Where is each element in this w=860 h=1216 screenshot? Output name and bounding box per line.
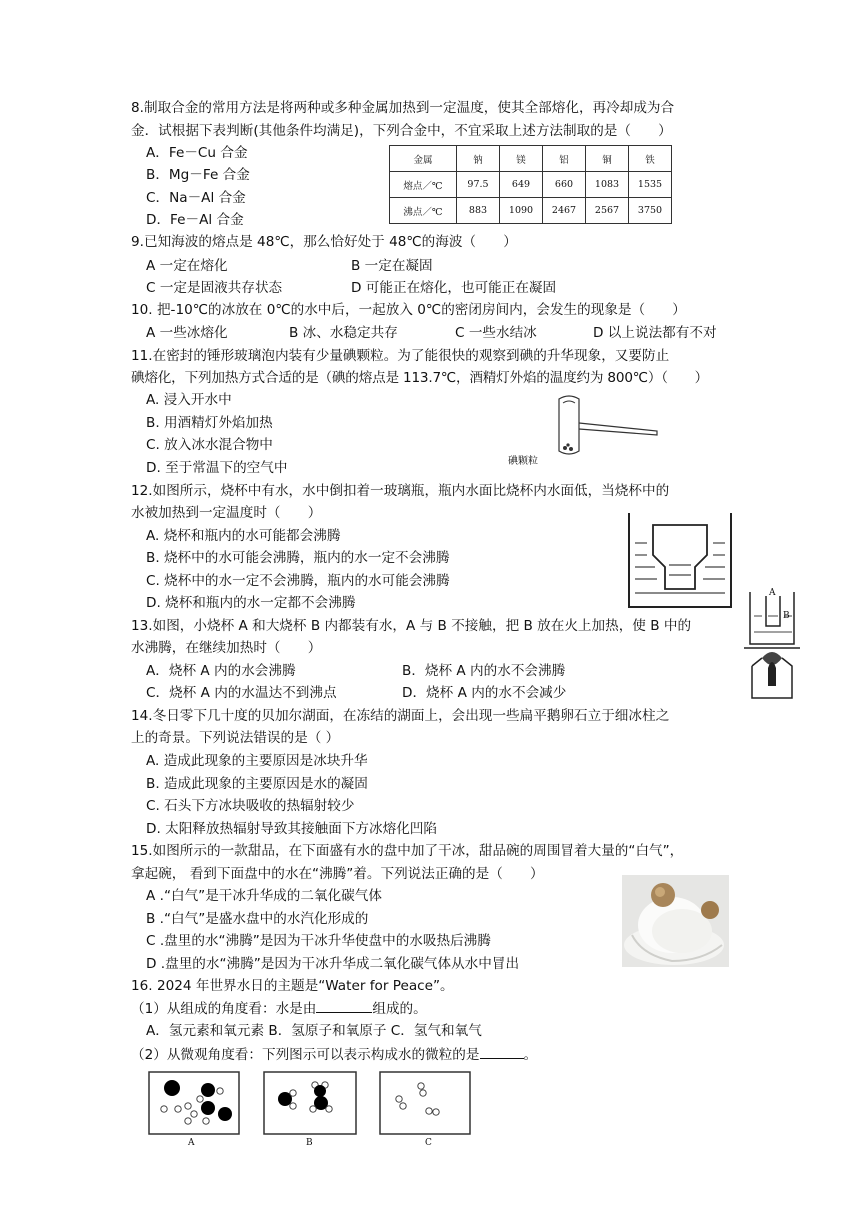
q16-sub1-options: A．氢元素和氧元素 B．氢原子和氧原子 C．氢气和氧气 [146, 1023, 482, 1039]
q9-option-d: D 可能正在熔化，也可能正在凝固 [351, 280, 557, 296]
q15-line-1: 15.如图所示的一款甜品，在下面盛有水的盘中加了干冰，甜品碗的周围冒着大量的“白气”， [131, 843, 684, 859]
q12-option-d: D. 烧杯和瓶内的水一定都不会沸腾 [146, 595, 356, 611]
table-header-cell: 铁 [629, 146, 672, 172]
q14-option-c: C. 石头下方冰块吸收的热辐射较少 [146, 798, 355, 814]
table-cell: 660 [543, 172, 586, 198]
table-cell: 883 [457, 198, 500, 224]
q8-line-1: 8.制取合金的常用方法是将两种或多种金属加热到一定温度，使其全部熔化，再冷却成为合 [131, 100, 675, 116]
table-cell: 649 [500, 172, 543, 198]
answer-blank-2[interactable] [480, 1044, 524, 1059]
table-cell: 沸点／℃ [390, 198, 457, 224]
beaker-b-label: B [783, 611, 790, 621]
q13-option-c: C．烧杯 A 内的水温达不到沸点 [146, 685, 337, 701]
q15-option-a: A .“白气”是干冰升华成的二氧化碳气体 [146, 888, 382, 904]
q11-line-1: 11.在密封的锤形玻璃泡内装有少量碘颗粒。为了能很快的观察到碘的升华现象，又要防止 [131, 348, 670, 364]
table-cell: 1090 [500, 198, 543, 224]
table-header-cell: 钠 [457, 146, 500, 172]
table-cell: 3750 [629, 198, 672, 224]
hammer-bulb-figure [545, 393, 665, 468]
table-cell: 2467 [543, 198, 586, 224]
q16-sub2 [131, 1044, 537, 1065]
q11-option-d: D. 至于常温下的空气中 [146, 460, 288, 476]
q16-sub1-suffix: 组成的。 [372, 1001, 427, 1017]
table-row [390, 198, 672, 224]
q9-option-b: B 一定在凝固 [351, 258, 433, 274]
q11-option-c: C. 放入冰水混合物中 [146, 437, 273, 453]
q13-line-2: 水沸腾，在继续加热时（ ） [131, 640, 322, 656]
q15-option-b: B .“白气”是盛水盘中的水汽化形成的 [146, 911, 369, 927]
q10-line-1: 10. 把-10℃的冰放在 0℃的水中后，一起放入 0℃的密闭房间内，会发生的现象是（ ） [131, 302, 686, 318]
q16-sub2-prefix: （2）从微观角度看：下列图示可以表示构成水的微粒的是 [131, 1047, 480, 1063]
q15-option-c: C .盘里的水“沸腾”是因为干冰升华使盘中的水吸热后沸腾 [146, 933, 491, 949]
nested-beakers-figure [742, 586, 802, 704]
melting-boiling-table [389, 145, 672, 224]
iodine-label: 碘颗粒 [508, 456, 538, 467]
q14-line-1: 14.冬日零下几十度的贝加尔湖面，在冻结的湖面上，会出现一些扁平鹅卵石立于细冰柱之 [131, 708, 670, 724]
table-header-row [390, 146, 672, 172]
q11-option-a: A. 浸入开水中 [146, 392, 232, 408]
q10-option-d: D 以上说法都有不对 [593, 325, 717, 341]
molecule-figure-b [263, 1071, 357, 1135]
q14-option-b: B. 造成此现象的主要原因是水的凝固 [146, 776, 368, 792]
table-cell: 熔点／℃ [390, 172, 457, 198]
q15-line-2: 拿起碗， 看到下面盘中的水在“沸腾”着。下列说法正确的是（ ） [131, 866, 544, 882]
q14-option-d: D. 太阳释放热辐射导致其接触面下方冰熔化凹陷 [146, 821, 437, 837]
q8-option-a: A．Fe－Cu 合金 [146, 145, 248, 161]
table-header-cell: 铜 [586, 146, 629, 172]
beaker-bottle-figure [625, 511, 735, 611]
q16-sub1 [131, 998, 427, 1019]
q13-option-d: D．烧杯 A 内的水不会减少 [402, 685, 567, 701]
q14-option-a: A. 造成此现象的主要原因是冰块升华 [146, 753, 368, 769]
q10-option-c: C 一些水结冰 [455, 325, 537, 341]
q10-option-b: B 冰、水稳定共存 [289, 325, 398, 341]
q13-option-a: A．烧杯 A 内的水会沸腾 [146, 663, 296, 679]
q9-option-a: A 一定在熔化 [146, 258, 228, 274]
molecule-figure-c [379, 1071, 471, 1135]
q13-line-1: 13.如图，小烧杯 A 和大烧杯 B 内都装有水，A 与 B 不接触，把 B 放在火上加热，使 B 中的 [131, 618, 692, 634]
table-header-cell: 铝 [543, 146, 586, 172]
q9-option-c: C 一定是固液共存状态 [146, 280, 283, 296]
molecule-label-a: A [188, 1138, 195, 1148]
q13-option-b: B．烧杯 A 内的水不会沸腾 [402, 663, 566, 679]
q11-line-2: 碘熔化，下列加热方式合适的是（碘的熔点是 113.7℃，酒精灯外焰的温度约为 800℃）（ ） [131, 370, 709, 386]
q12-option-c: C. 烧杯中的水一定不会沸腾，瓶内的水可能会沸腾 [146, 573, 450, 589]
dessert-photo [622, 875, 729, 967]
q12-line-1: 12.如图所示，烧杯中有水，水中倒扣着一玻璃瓶，瓶内水面比烧杯内水面低，当烧杯中的 [131, 483, 670, 499]
q10-option-a: A 一些冰熔化 [146, 325, 228, 341]
molecule-figure-a [148, 1071, 240, 1135]
molecule-label-c: C [425, 1138, 432, 1148]
table-cell: 1083 [586, 172, 629, 198]
table-cell: 97.5 [457, 172, 500, 198]
q12-option-a: A. 烧杯和瓶内的水可能都会沸腾 [146, 528, 341, 544]
beaker-a-label: A [769, 588, 776, 598]
q12-option-b: B. 烧杯中的水可能会沸腾，瓶内的水一定不会沸腾 [146, 550, 450, 566]
q16-sub2-suffix: 。 [523, 1047, 538, 1063]
q12-line-2: 水被加热到一定温度时（ ） [131, 505, 322, 521]
q16-sub1-prefix: （1）从组成的角度看：水是由 [131, 1001, 317, 1017]
table-cell: 1535 [629, 172, 672, 198]
q8-option-d: D．Fe－Al 合金 [146, 212, 244, 228]
q16-line-1: 16. 2024 年世界水日的主题是“Water for Peace”。 [131, 978, 454, 994]
table-header-cell: 金属 [390, 146, 457, 172]
q8-option-b: B．Mg－Fe 合金 [146, 167, 250, 183]
table-header-cell: 镁 [500, 146, 543, 172]
q8-option-c: C．Na－Al 合金 [146, 190, 246, 206]
q15-option-d: D .盘里的水“沸腾”是因为干冰升华成二氧化碳气体从水中冒出 [146, 956, 520, 972]
q9-line-1: 9.已知海波的熔点是 48℃，那么恰好处于 48℃的海波（ ） [131, 234, 517, 250]
answer-blank-1[interactable] [316, 998, 372, 1013]
table-row [390, 172, 672, 198]
q11-option-b: B. 用酒精灯外焰加热 [146, 415, 273, 431]
q14-line-2: 上的奇景。下列说法错误的是（ ） [131, 730, 340, 746]
table-cell: 2567 [586, 198, 629, 224]
q8-line-2: 金．试根据下表判断(其他条件均满足)，下列合金中，不宜采取上述方法制取的是（ ） [131, 123, 672, 139]
molecule-label-b: B [306, 1138, 313, 1148]
